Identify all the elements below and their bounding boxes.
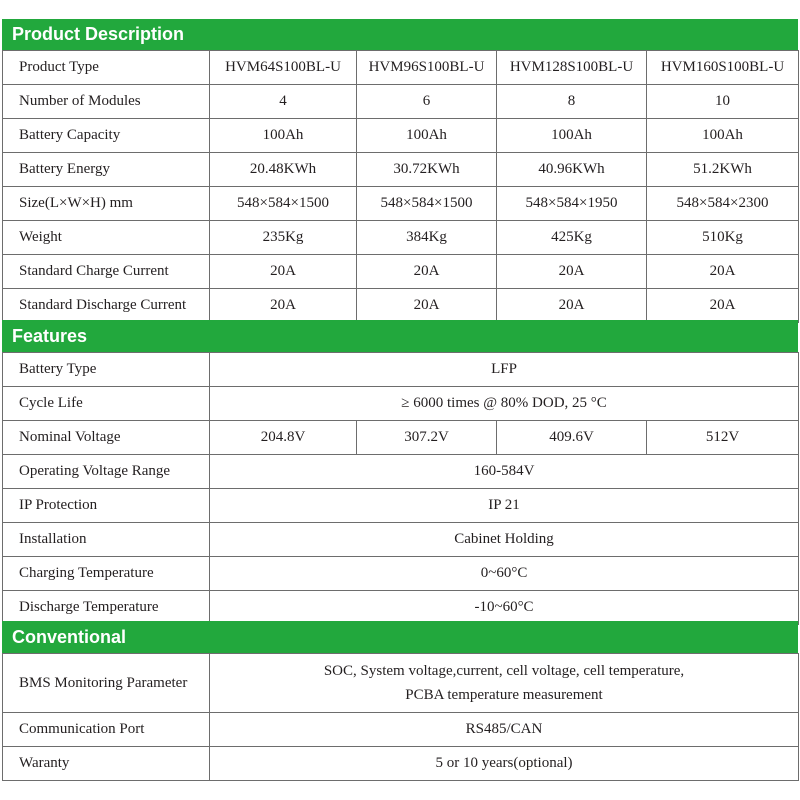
row-label: Discharge Temperature (3, 591, 210, 625)
row-label: Communication Port (3, 713, 210, 747)
table-row (3, 591, 799, 625)
table-row (3, 489, 799, 523)
table-cell: 100Ah (497, 119, 647, 153)
table-cell: 20A (647, 289, 799, 323)
table-row (3, 747, 799, 781)
table-cell: 100Ah (357, 119, 497, 153)
table-cell: 20A (647, 255, 799, 289)
table-cell: 30.72KWh (357, 153, 497, 187)
table-cell: 6 (357, 85, 497, 119)
table-row (3, 289, 799, 323)
table-cell: LFP (210, 353, 799, 387)
table-row (3, 387, 799, 421)
table-cell: 20.48KWh (210, 153, 357, 187)
section-header-features (2, 320, 798, 352)
table-cell: 0~60°C (210, 557, 799, 591)
conventional-table (2, 653, 799, 781)
table-row (3, 119, 799, 153)
row-label: Battery Type (3, 353, 210, 387)
table-cell: 20A (210, 255, 357, 289)
row-label: Size(L×W×H) mm (3, 187, 210, 221)
table-cell: 20A (210, 289, 357, 323)
table-cell: 384Kg (357, 221, 497, 255)
bms-line-2: PCBA temperature measurement (405, 687, 603, 703)
table-cell: HVM160S100BL-U (647, 51, 799, 85)
row-label: Waranty (3, 747, 210, 781)
table-cell: 548×584×1500 (210, 187, 357, 221)
row-label: Installation (3, 523, 210, 557)
table-row (3, 187, 799, 221)
row-label: Number of Modules (3, 85, 210, 119)
table-cell: 548×584×1950 (497, 187, 647, 221)
table-cell: 160-584V (210, 455, 799, 489)
table-cell: 5 or 10 years(optional) (210, 747, 799, 781)
table-row (3, 85, 799, 119)
bms-line-1: SOC, System voltage,current, cell voltage, cell temperature, (323, 663, 685, 679)
table-cell: 100Ah (210, 119, 357, 153)
table-row (3, 523, 799, 557)
table-cell: 235Kg (210, 221, 357, 255)
section-header-conventional (2, 621, 798, 653)
table-cell: HVM128S100BL-U (497, 51, 647, 85)
table-row (3, 221, 799, 255)
row-label: Charging Temperature (3, 557, 210, 591)
row-label: Nominal Voltage (3, 421, 210, 455)
table-row (3, 421, 799, 455)
table-cell: 548×584×1500 (357, 187, 497, 221)
features-table (2, 352, 799, 625)
row-label: Standard Discharge Current (3, 289, 210, 323)
table-cell: 51.2KWh (647, 153, 799, 187)
table-cell: HVM64S100BL-U (210, 51, 357, 85)
table-cell: 204.8V (210, 421, 357, 455)
table-cell: 8 (497, 85, 647, 119)
table-cell: 307.2V (357, 421, 497, 455)
row-label: Battery Capacity (3, 119, 210, 153)
table-cell: 10 (647, 85, 799, 119)
row-label: Cycle Life (3, 387, 210, 421)
table-cell: 510Kg (647, 221, 799, 255)
table-cell: 425Kg (497, 221, 647, 255)
section-title: Conventional (12, 626, 127, 647)
table-cell: 4 (210, 85, 357, 119)
row-label: BMS Monitoring Parameter (3, 654, 210, 713)
table-cell (210, 654, 799, 713)
table-cell: 20A (357, 255, 497, 289)
table-cell: 20A (497, 289, 647, 323)
table-row (3, 557, 799, 591)
table-cell: 40.96KWh (497, 153, 647, 187)
product-description-table (2, 50, 799, 323)
row-label: Standard Charge Current (3, 255, 210, 289)
section-title: Features (12, 325, 88, 346)
table-cell: 20A (497, 255, 647, 289)
table-cell: 20A (357, 289, 497, 323)
row-label: Operating Voltage Range (3, 455, 210, 489)
section-title: Product Description (12, 24, 185, 44)
row-label: Weight (3, 221, 210, 255)
table-row (3, 153, 799, 187)
table-row (3, 654, 799, 713)
table-cell: 548×584×2300 (647, 187, 799, 221)
table-row (3, 455, 799, 489)
table-row (3, 353, 799, 387)
table-cell: 100Ah (647, 119, 799, 153)
table-cell: Cabinet Holding (210, 523, 799, 557)
table-cell: -10~60°C (210, 591, 799, 625)
table-cell: 409.6V (497, 421, 647, 455)
section-header-product-description (2, 19, 798, 50)
table-row (3, 51, 799, 85)
table-cell: RS485/CAN (210, 713, 799, 747)
table-cell: 512V (647, 421, 799, 455)
row-label: Battery Energy (3, 153, 210, 187)
table-cell: HVM96S100BL-U (357, 51, 497, 85)
row-label: Product Type (3, 51, 210, 85)
table-row (3, 713, 799, 747)
table-cell: ≥ 6000 times @ 80% DOD, 25 °C (210, 387, 799, 421)
row-label: IP Protection (3, 489, 210, 523)
table-cell: IP 21 (210, 489, 799, 523)
table-row (3, 255, 799, 289)
